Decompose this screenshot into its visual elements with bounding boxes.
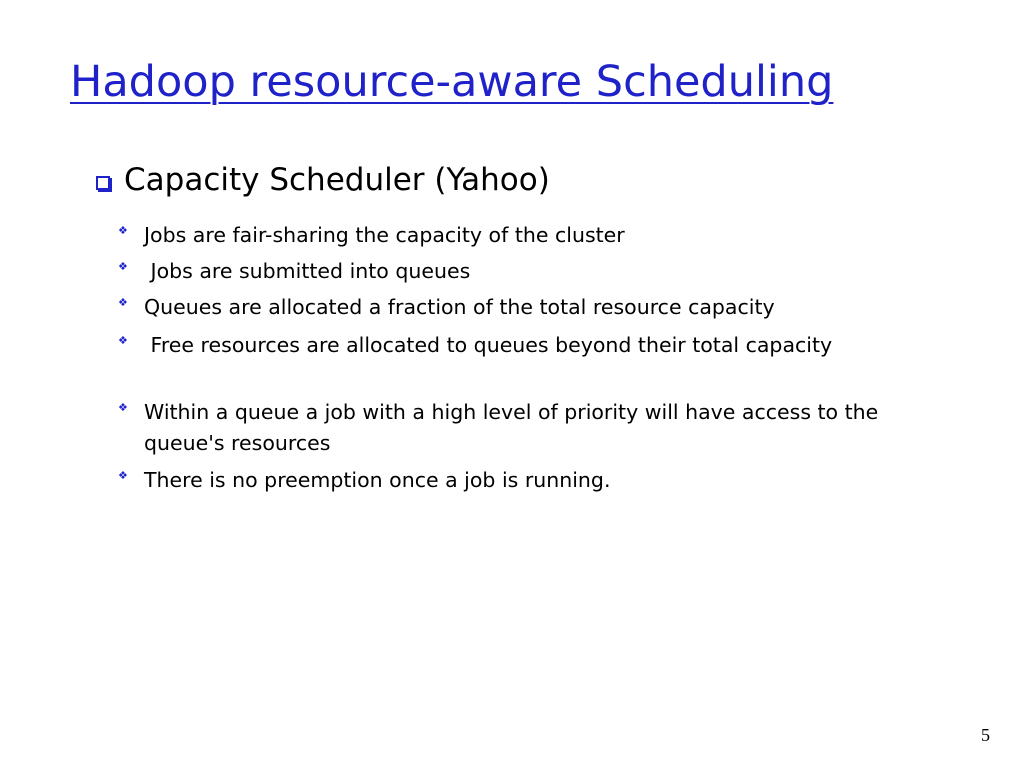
sub-bullet xyxy=(118,256,904,287)
sub-bullet-text: Within a queue a job with a high level of priority will have access to the queue's resources xyxy=(144,400,885,455)
sub-bullet xyxy=(118,330,904,361)
sub-bullet-text: Free resources are allocated to queues beyond their total capacity xyxy=(144,333,833,357)
sub-bullet-text: Queues are allocated a fraction of the total resource capacity xyxy=(144,295,775,319)
main-bullet xyxy=(96,162,550,199)
sub-bullet xyxy=(118,465,904,496)
sub-bullet xyxy=(118,220,904,251)
main-bullet-text: Capacity Scheduler (Yahoo) xyxy=(124,162,550,198)
sub-bullet-text: Jobs are fair-sharing the capacity of the cluster xyxy=(144,223,625,247)
hollow-square-bullet-icon xyxy=(96,176,110,190)
four-diamond-bullet-icon: ❖ xyxy=(118,296,128,309)
sub-bullet xyxy=(118,397,904,459)
four-diamond-bullet-icon: ❖ xyxy=(118,401,128,414)
page-number: 5 xyxy=(981,725,990,745)
four-diamond-bullet-icon: ❖ xyxy=(118,260,128,273)
sub-bullet-text: Jobs are submitted into queues xyxy=(144,259,471,283)
four-diamond-bullet-icon: ❖ xyxy=(118,334,128,347)
four-diamond-bullet-icon: ❖ xyxy=(118,224,128,237)
slide-title: Hadoop resource-aware Scheduling xyxy=(70,57,834,107)
sub-bullet xyxy=(118,292,904,323)
sub-bullet-text: There is no preemption once a job is running. xyxy=(144,468,611,492)
four-diamond-bullet-icon: ❖ xyxy=(118,469,128,482)
